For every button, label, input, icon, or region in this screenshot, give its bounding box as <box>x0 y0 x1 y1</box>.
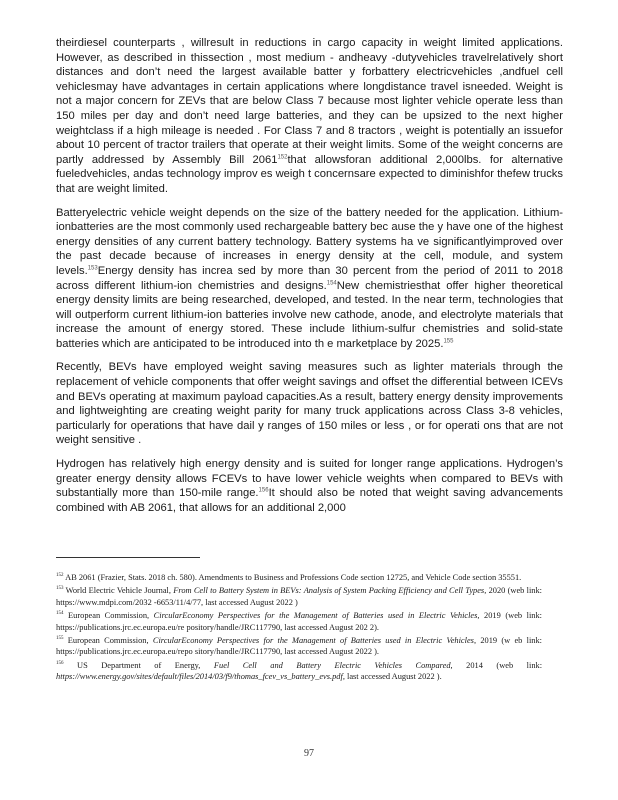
paragraph-hydrogen: Hydrogen has relatively high energy density and is suited for longer range applications. Hydrogen’s greater energy density allows FCEVs to have lower vehicle weights when compared to BEVs with substantially more than 150-mile range.$^{156}$It should also be noted that weight saving advancements combined with AB 2061, that allows for an additional 2,000 <box>56 458 563 514</box>
footnote-ref-154[interactable]: 154 <box>326 279 337 286</box>
page-number: 97 <box>304 748 314 759</box>
body-text <box>56 36 563 524</box>
footnote-ref-156[interactable]: 156 <box>258 487 269 494</box>
footnote-152: $^{152}$ AB 2061 (Frazier, Stats. 2018 ch. 580). Amendments to Business and Professions Code section 12725, and Vehicle Code section 35551. <box>56 573 522 582</box>
paragraph-battery-weight: Batteryelectric vehicle weight depends on the size of the battery needed for the application. Lithium-ionbatteries are the most commonly used rechargeable battery bec ause the y have one of the highest energy densities of any current battery technology. Battery systems ha ve significantlyimproved over the past decade because of increases in energy density at the cell, module, and system levels.$^{153}$Energy density has increa sed by more than 30 percent from the period of 2011 to 2018 across different lithium-ion chemistries and designs.$^{154}$New chemistriesthat offer higher theoretical energy density limits are being researched, developed, and tested. In the near term, technologies that will outperform current lithium-ion batteries involve new cathode, anode, and electrolyte materials that increase the amount of energy stored. These include lithium-sulfur chemistries and solid-state batteries which are anticipated to be introduced into th e marketplace by 2025.$^{155}$ <box>56 206 563 350</box>
footnote-154: $^{154}$ European Commission, CircularEconomy Perspectives for the Management of Batteries used in Electric Vehicles, 2019 (web link: https://publications.jrc.ec.europa.eu/re pository/handle/JRC117790, last accessed August 202 2). <box>56 611 542 632</box>
footnote-ref-152[interactable]: 152 <box>277 154 288 161</box>
paragraph-weight-limits: theirdiesel counterparts , willresult in reductions in cargo capacity in weight limited applications. However, as described in thissection , most medium - andheavy -dutyvehicles travelrelatively short distances and don’t need the largest available batter y forbattery electricvehicles ,andfuel cell vehiclesmay have advantages in certain applications where longdistance travel isneeded. Weight is not a major concern for ZEVs that are below Class 7 because most lighter vehicle operate less than 150 miles per day and don’t need large batteries, and they can be upsized to the next higher weightclass if a high mileage is needed . For Class 7 and 8 tractors , weight is potentially an issuefor about 10 percent of tractor trailers that operate at their weight limits. Some of the weight concerns are partly addressed by Assembly Bill 2061$^{152}$that allowsforan additional 2,000lbs. for alternative fueledvehicles, andas technology improv es weigh t concernsare expected to diminishfor thefew trucks that are weight limited. <box>56 37 564 195</box>
footnote-ref-153[interactable]: 153 <box>87 265 98 272</box>
footnote-ref-155[interactable]: 155 <box>443 338 454 345</box>
footnote-divider <box>56 557 200 558</box>
footnote-156: $^{156}$ US Department of Energy, Fuel Cell and Battery Electric Vehicles Compared, 2014 (web link: https://www.energy.gov/sites/default/files/2014/03/f9/thomas_fcev_vs_battery_evs.pdf, last accessed August 2022 ). <box>56 660 543 682</box>
footnote-153: $^{153}$ World Electric Vehicle Journal, From Cell to Battery System in BEVs: Analysis of System Packing Efficiency and Cell Types, 2020 (web link: https://www.mdpi.com/2032 -6653/11/4/77, last accessed August 2022 ) <box>56 586 542 607</box>
footnotes <box>56 572 542 685</box>
paragraph-lightweighting: Recently, BEVs have employed weight saving measures such as lighter materials through the replacement of vehicle components that offer weight savings and offset the differential between ICEVs and BEVs operating at maximum payload capacities.As a result, battery energy density improvements and lightweighting are creating weight parity for many truck applications across Class 3-8 vehicles, particularly for operations that have dail y ranges of 150 miles or less , or for operati ons that are not weight sensitive . <box>56 361 563 447</box>
footnote-155: $^{155}$ European Commission, CircularEconomy Perspectives for the Management of Batteries used in Electric Vehicles, 2019 (w eb link: https://publications.jrc.ec.europa.eu/repo sitory/handle/JRC117790, last accessed August 2022 ). <box>56 636 542 657</box>
footnote-156-link[interactable]: https://www.energy.gov/sites/default/files/2014/03/f9/thomas_fcev_vs_battery_evs.pdf <box>56 672 343 682</box>
